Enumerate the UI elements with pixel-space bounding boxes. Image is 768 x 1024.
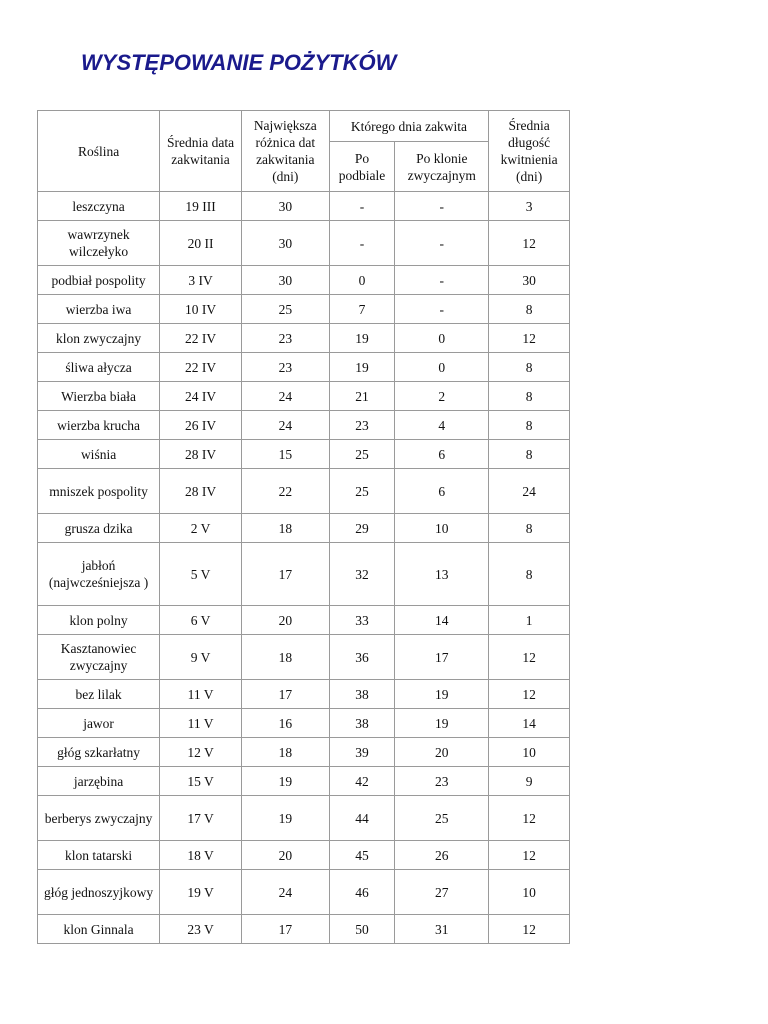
after-maple-cell: -: [395, 192, 489, 221]
avg-length-cell: 12: [489, 680, 570, 709]
max-diff-cell: 24: [241, 382, 329, 411]
avg-date-cell: 20 II: [160, 221, 242, 266]
plant-cell: klon Ginnala: [38, 915, 160, 944]
table-row: [38, 440, 570, 469]
avg-date-cell: 11 V: [160, 680, 242, 709]
avg-length-cell: 8: [489, 543, 570, 606]
after-coltsfoot-cell: 46: [329, 870, 395, 915]
avg-date-cell: 6 V: [160, 606, 242, 635]
table-row: [38, 192, 570, 221]
plant-cell: klon zwyczajny: [38, 324, 160, 353]
after-maple-cell: 20: [395, 738, 489, 767]
avg-date-cell: 2 V: [160, 514, 242, 543]
after-coltsfoot-cell: 25: [329, 469, 395, 514]
after-maple-cell: 17: [395, 635, 489, 680]
plant-cell: jarzębina: [38, 767, 160, 796]
table-row: [38, 353, 570, 382]
avg-length-cell: 1: [489, 606, 570, 635]
avg-length-cell: 12: [489, 841, 570, 870]
avg-date-cell: 28 IV: [160, 469, 242, 514]
after-coltsfoot-cell: 38: [329, 680, 395, 709]
max-diff-cell: 30: [241, 266, 329, 295]
plant-cell: Kasztanowiec zwyczajny: [38, 635, 160, 680]
table-row: [38, 915, 570, 944]
table-row: [38, 324, 570, 353]
plant-cell: klon tatarski: [38, 841, 160, 870]
max-diff-cell: 20: [241, 606, 329, 635]
after-maple-cell: -: [395, 221, 489, 266]
after-maple-cell: 25: [395, 796, 489, 841]
avg-date-cell: 18 V: [160, 841, 242, 870]
after-coltsfoot-cell: 36: [329, 635, 395, 680]
avg-date-cell: 3 IV: [160, 266, 242, 295]
avg-length-cell: 10: [489, 738, 570, 767]
plant-cell: jabłoń (najwcześniejsza ): [38, 543, 160, 606]
avg-length-cell: 8: [489, 382, 570, 411]
avg-date-cell: 11 V: [160, 709, 242, 738]
after-coltsfoot-cell: 0: [329, 266, 395, 295]
plant-cell: podbiał pospolity: [38, 266, 160, 295]
avg-date-cell: 19 V: [160, 870, 242, 915]
table-row: [38, 796, 570, 841]
avg-date-cell: 15 V: [160, 767, 242, 796]
table-row: [38, 767, 570, 796]
avg-date-cell: 26 IV: [160, 411, 242, 440]
avg-date-cell: 28 IV: [160, 440, 242, 469]
avg-date-cell: 22 IV: [160, 353, 242, 382]
plant-cell: wawrzynek wilczełyko: [38, 221, 160, 266]
after-maple-cell: 23: [395, 767, 489, 796]
after-maple-cell: 19: [395, 709, 489, 738]
avg-length-cell: 12: [489, 796, 570, 841]
header-avg-length: Średnia długość kwitnienia (dni): [489, 111, 570, 192]
table-row: [38, 411, 570, 440]
plant-cell: leszczyna: [38, 192, 160, 221]
after-coltsfoot-cell: 19: [329, 324, 395, 353]
header-avg-date: Średnia data zakwitania: [160, 111, 242, 192]
max-diff-cell: 24: [241, 870, 329, 915]
max-diff-cell: 30: [241, 221, 329, 266]
after-maple-cell: 19: [395, 680, 489, 709]
avg-length-cell: 8: [489, 353, 570, 382]
after-coltsfoot-cell: 32: [329, 543, 395, 606]
after-coltsfoot-cell: 39: [329, 738, 395, 767]
table-row: [38, 382, 570, 411]
table-row: [38, 221, 570, 266]
after-coltsfoot-cell: 45: [329, 841, 395, 870]
max-diff-cell: 17: [241, 680, 329, 709]
plant-cell: głóg jednoszyjkowy: [38, 870, 160, 915]
after-maple-cell: 2: [395, 382, 489, 411]
table-row: [38, 514, 570, 543]
max-diff-cell: 17: [241, 543, 329, 606]
avg-length-cell: 12: [489, 221, 570, 266]
avg-length-cell: 12: [489, 635, 570, 680]
table-row: [38, 606, 570, 635]
plant-cell: wierzba krucha: [38, 411, 160, 440]
table-body: [38, 192, 570, 944]
avg-length-cell: 24: [489, 469, 570, 514]
after-maple-cell: 6: [395, 469, 489, 514]
max-diff-cell: 19: [241, 767, 329, 796]
avg-length-cell: 3: [489, 192, 570, 221]
after-maple-cell: -: [395, 295, 489, 324]
max-diff-cell: 23: [241, 353, 329, 382]
plant-cell: głóg szkarłatny: [38, 738, 160, 767]
plant-cell: klon polny: [38, 606, 160, 635]
after-maple-cell: 26: [395, 841, 489, 870]
after-maple-cell: 27: [395, 870, 489, 915]
after-coltsfoot-cell: 19: [329, 353, 395, 382]
max-diff-cell: 23: [241, 324, 329, 353]
table-row: [38, 266, 570, 295]
avg-date-cell: 10 IV: [160, 295, 242, 324]
avg-length-cell: 10: [489, 870, 570, 915]
after-coltsfoot-cell: 23: [329, 411, 395, 440]
table-row: [38, 295, 570, 324]
max-diff-cell: 17: [241, 915, 329, 944]
plant-cell: śliwa ałycza: [38, 353, 160, 382]
max-diff-cell: 16: [241, 709, 329, 738]
max-diff-cell: 18: [241, 738, 329, 767]
plant-cell: berberys zwyczajny: [38, 796, 160, 841]
after-maple-cell: 13: [395, 543, 489, 606]
plant-cell: mniszek pospolity: [38, 469, 160, 514]
table-row: [38, 738, 570, 767]
max-diff-cell: 22: [241, 469, 329, 514]
after-maple-cell: 0: [395, 324, 489, 353]
table-row: [38, 841, 570, 870]
table-row: [38, 870, 570, 915]
avg-length-cell: 8: [489, 440, 570, 469]
after-maple-cell: 6: [395, 440, 489, 469]
header-plant: Roślina: [38, 111, 160, 192]
header-max-diff: Największa różnica dat zakwitania (dni): [241, 111, 329, 192]
after-maple-cell: 0: [395, 353, 489, 382]
max-diff-cell: 18: [241, 635, 329, 680]
max-diff-cell: 15: [241, 440, 329, 469]
plant-cell: wiśnia: [38, 440, 160, 469]
avg-length-cell: 8: [489, 411, 570, 440]
after-coltsfoot-cell: 50: [329, 915, 395, 944]
avg-date-cell: 17 V: [160, 796, 242, 841]
table-row: [38, 635, 570, 680]
after-coltsfoot-cell: -: [329, 192, 395, 221]
after-coltsfoot-cell: 29: [329, 514, 395, 543]
header-which-day: Którego dnia zakwita: [329, 111, 488, 142]
header-after-coltsfoot: Po podbiale: [329, 142, 395, 192]
avg-length-cell: 14: [489, 709, 570, 738]
avg-length-cell: 8: [489, 295, 570, 324]
avg-length-cell: 12: [489, 915, 570, 944]
flowering-table: [37, 110, 570, 944]
avg-date-cell: 19 III: [160, 192, 242, 221]
avg-date-cell: 24 IV: [160, 382, 242, 411]
plant-cell: jawor: [38, 709, 160, 738]
after-coltsfoot-cell: 42: [329, 767, 395, 796]
max-diff-cell: 19: [241, 796, 329, 841]
plant-cell: wierzba iwa: [38, 295, 160, 324]
after-coltsfoot-cell: -: [329, 221, 395, 266]
avg-length-cell: 8: [489, 514, 570, 543]
table-row: [38, 680, 570, 709]
plant-cell: bez lilak: [38, 680, 160, 709]
avg-date-cell: 9 V: [160, 635, 242, 680]
max-diff-cell: 30: [241, 192, 329, 221]
table-row: [38, 709, 570, 738]
max-diff-cell: 18: [241, 514, 329, 543]
max-diff-cell: 24: [241, 411, 329, 440]
after-maple-cell: 14: [395, 606, 489, 635]
after-coltsfoot-cell: 44: [329, 796, 395, 841]
after-maple-cell: 4: [395, 411, 489, 440]
avg-date-cell: 5 V: [160, 543, 242, 606]
after-maple-cell: -: [395, 266, 489, 295]
after-maple-cell: 10: [395, 514, 489, 543]
page-title: WYSTĘPOWANIE POŻYTKÓW: [81, 50, 397, 75]
avg-length-cell: 30: [489, 266, 570, 295]
table-row: [38, 543, 570, 606]
after-coltsfoot-cell: 7: [329, 295, 395, 324]
after-coltsfoot-cell: 38: [329, 709, 395, 738]
max-diff-cell: 20: [241, 841, 329, 870]
after-coltsfoot-cell: 25: [329, 440, 395, 469]
after-maple-cell: 31: [395, 915, 489, 944]
avg-date-cell: 12 V: [160, 738, 242, 767]
after-coltsfoot-cell: 21: [329, 382, 395, 411]
avg-length-cell: 9: [489, 767, 570, 796]
avg-date-cell: 22 IV: [160, 324, 242, 353]
table-row: [38, 469, 570, 514]
plant-cell: grusza dzika: [38, 514, 160, 543]
plant-cell: Wierzba biała: [38, 382, 160, 411]
after-coltsfoot-cell: 33: [329, 606, 395, 635]
header-after-maple: Po klonie zwyczajnym: [395, 142, 489, 192]
avg-date-cell: 23 V: [160, 915, 242, 944]
avg-length-cell: 12: [489, 324, 570, 353]
max-diff-cell: 25: [241, 295, 329, 324]
